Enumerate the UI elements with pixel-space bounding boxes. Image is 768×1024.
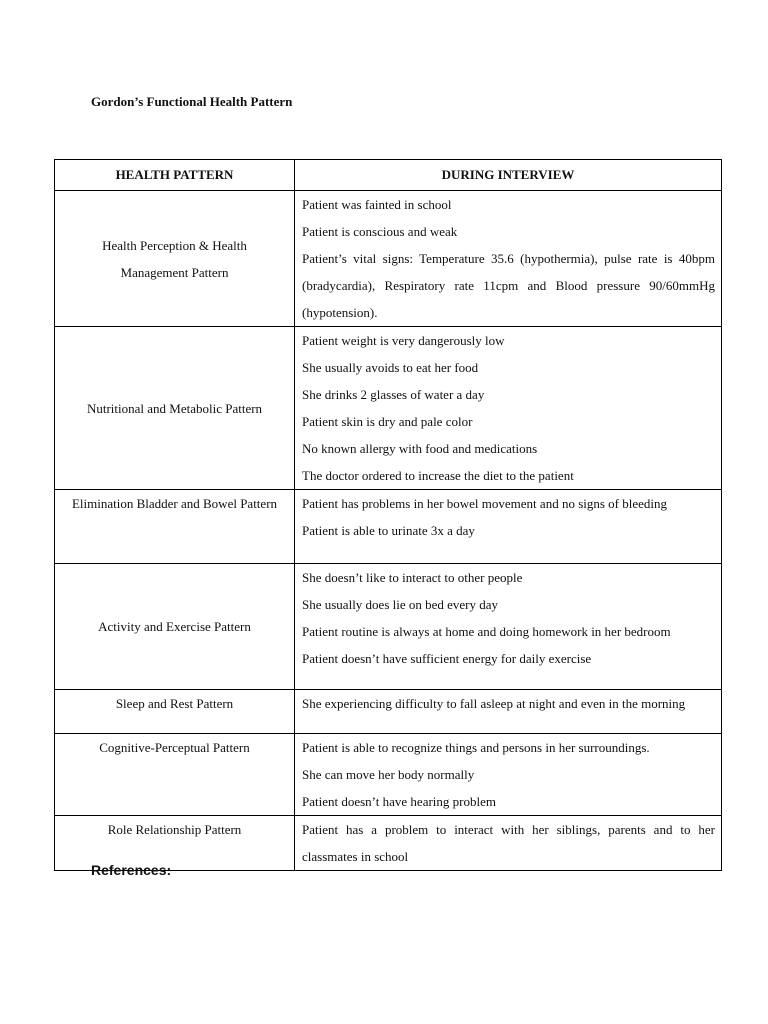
table-row	[55, 564, 722, 690]
table-row	[55, 327, 722, 490]
finding: The doctor ordered to increase the diet to the patient	[302, 468, 574, 483]
finding: Patient is able to urinate 3x a day	[302, 523, 475, 538]
pattern-findings	[295, 327, 722, 490]
pattern-name: Sleep and Rest Pattern	[55, 690, 295, 734]
finding: Patient is conscious and weak	[302, 224, 458, 239]
finding: Patient skin is dry and pale color	[302, 414, 473, 429]
column-header-health-pattern: HEALTH PATTERN	[55, 160, 295, 191]
pattern-name: Cognitive-Perceptual Pattern	[55, 734, 295, 816]
table-header-row	[55, 160, 722, 191]
finding: Patient routine is always at home and doing homework in her bedroom	[302, 624, 671, 639]
document-title: Gordon’s Functional Health Pattern	[91, 94, 293, 109]
column-header-during-interview: DURING INTERVIEW	[295, 160, 722, 191]
pattern-findings	[295, 690, 722, 734]
pattern-name: Nutritional and Metabolic Pattern	[55, 327, 295, 490]
finding: Patient doesn’t have sufficient energy for daily exercise	[302, 651, 592, 666]
finding: Patient’s vital signs: Temperature 35.6 (hypothermia), pulse rate is 40bpm (bradycardia), Respiratory rate 11cpm and Blood pressure 90/60mmHg (hypotension).	[302, 251, 715, 320]
pattern-name: Activity and Exercise Pattern	[55, 564, 295, 690]
table-row	[55, 690, 722, 734]
finding: Patient weight is very dangerously low	[302, 333, 505, 348]
finding: Patient was fainted in school	[302, 197, 452, 212]
finding: Patient has a problem to interact with her siblings, parents and to her classmates in school	[302, 822, 715, 864]
pattern-findings	[295, 564, 722, 690]
finding: She usually avoids to eat her food	[302, 360, 479, 375]
finding: She doesn’t like to interact to other people	[302, 570, 523, 585]
finding: She can move her body normally	[302, 767, 475, 782]
references-heading: References:	[91, 862, 172, 878]
finding: Patient is able to recognize things and persons in her surroundings.	[302, 740, 650, 755]
table-row	[55, 191, 722, 327]
finding: She experiencing difficulty to fall asleep at night and even in the morning	[302, 696, 686, 711]
pattern-findings	[295, 816, 722, 871]
pattern-findings	[295, 191, 722, 327]
pattern-name: Role Relationship Pattern	[55, 816, 295, 871]
table-row	[55, 490, 722, 564]
pattern-findings	[295, 490, 722, 564]
pattern-name: Health Perception & Health Management Pattern	[55, 191, 295, 327]
finding: She drinks 2 glasses of water a day	[302, 387, 485, 402]
table-row	[55, 734, 722, 816]
pattern-findings	[295, 734, 722, 816]
finding: No known allergy with food and medications	[302, 441, 538, 456]
pattern-name: Elimination Bladder and Bowel Pattern	[55, 490, 295, 564]
finding: She usually does lie on bed every day	[302, 597, 499, 612]
health-pattern-table	[54, 159, 722, 871]
finding: Patient doesn’t have hearing problem	[302, 794, 496, 809]
finding: Patient has problems in her bowel movement and no signs of bleeding	[302, 496, 668, 511]
